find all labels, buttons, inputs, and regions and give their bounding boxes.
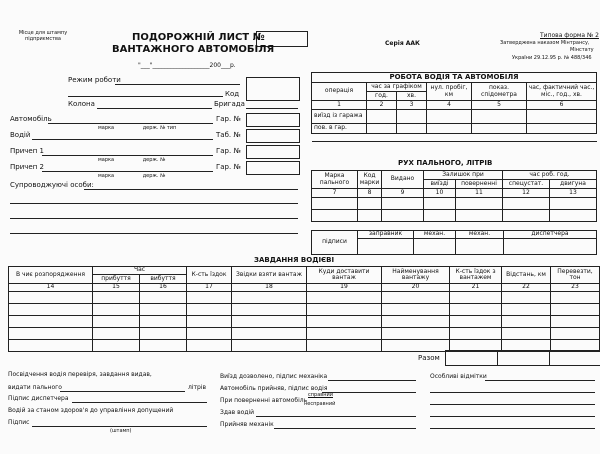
col-trips-cargo: К-сть їздок з вантажем xyxy=(450,267,502,284)
col-zero-run: нул. пробіг, км xyxy=(427,83,472,101)
notes-line-4[interactable] xyxy=(430,416,595,417)
cell[interactable] xyxy=(472,110,527,124)
work-table xyxy=(311,72,597,142)
cell[interactable] xyxy=(140,292,187,304)
num-8: 8 xyxy=(358,189,382,198)
col-actual: час, фактичний час., міс., год., хв. xyxy=(527,83,597,101)
num-6: 6 xyxy=(527,101,597,110)
cell[interactable] xyxy=(382,304,450,316)
cell[interactable] xyxy=(93,316,140,328)
col-operation: операція xyxy=(312,83,367,101)
table-row xyxy=(9,328,600,340)
cell[interactable] xyxy=(397,110,427,124)
code-line[interactable] xyxy=(68,96,223,97)
col-arrival: прибуття xyxy=(93,275,140,284)
num-2: 2 xyxy=(367,101,397,110)
cell[interactable] xyxy=(307,316,382,328)
cell[interactable] xyxy=(382,328,450,340)
notes-line-5[interactable] xyxy=(430,428,595,429)
num-5: 5 xyxy=(472,101,527,110)
cell[interactable] xyxy=(550,198,597,210)
footer-m2: Автомобіль прийняв, підпис водія xyxy=(220,385,328,392)
total-cell-b[interactable] xyxy=(497,350,550,366)
cell[interactable] xyxy=(9,304,93,316)
cell[interactable] xyxy=(472,124,527,134)
vehicle-sub: марка держ. № тип xyxy=(98,125,177,131)
garage-no-field[interactable] xyxy=(246,113,300,127)
signatures-label: підписи xyxy=(312,231,358,255)
col-trips: К-сть їздок xyxy=(187,267,232,284)
table-row xyxy=(9,316,600,328)
col-remain: Залишок при xyxy=(424,171,503,180)
footer-m3: При поверненні автомобіль xyxy=(220,397,308,404)
cell[interactable] xyxy=(307,328,382,340)
cell[interactable] xyxy=(414,239,456,255)
escort-line-4[interactable] xyxy=(10,233,298,234)
cell[interactable] xyxy=(9,316,93,328)
col-cargo: Найменування вантажу xyxy=(382,267,450,284)
escort-line-1[interactable] xyxy=(84,189,298,190)
tasks-title: ЗАВДАННЯ ВОДІЄВІ xyxy=(254,256,335,264)
form-subtitle: ВАНТАЖНОГО АВТОМОБІЛЯ xyxy=(112,44,275,55)
cell[interactable] xyxy=(232,292,307,304)
total-cell-a[interactable] xyxy=(445,350,498,366)
footer-l3: Підпис диспетчера xyxy=(8,395,69,402)
cell[interactable] xyxy=(503,198,550,210)
driver-line[interactable] xyxy=(32,139,213,140)
cell[interactable] xyxy=(503,210,550,222)
col-code: Код марки xyxy=(358,171,382,189)
cell[interactable] xyxy=(424,210,456,222)
trailer1-garage-label: Гар. № xyxy=(216,147,241,155)
form-title: ПОДОРОЖНІЙ ЛИСТ № xyxy=(132,32,265,43)
trailer1-garage-field[interactable] xyxy=(246,145,300,159)
cell[interactable] xyxy=(232,304,307,316)
brigade-line[interactable] xyxy=(246,108,298,109)
escort-line-3[interactable] xyxy=(10,218,298,219)
cell[interactable] xyxy=(450,328,502,340)
cell[interactable] xyxy=(232,340,307,352)
series: Серія ААК xyxy=(385,40,420,47)
total-label: Разом xyxy=(418,354,440,362)
col-min: хв. xyxy=(397,92,427,101)
spacer xyxy=(312,134,597,142)
notes-line-1[interactable] xyxy=(485,380,595,381)
col-transport: Перевезти, тон xyxy=(551,267,600,284)
col-departure: виїзді xyxy=(424,180,456,189)
cell[interactable] xyxy=(502,316,551,328)
escort-label: Супроводжуючі особи: xyxy=(10,181,94,189)
col-hours: год. xyxy=(367,92,397,101)
cell[interactable] xyxy=(550,210,597,222)
cell[interactable] xyxy=(551,316,600,328)
approved-line-2: Мінстату xyxy=(570,47,594,53)
cell[interactable] xyxy=(551,304,600,316)
trailer2-line[interactable] xyxy=(42,171,213,172)
sig-dispatcher: диспетчера xyxy=(504,231,597,239)
notes-line-3[interactable] xyxy=(430,404,595,405)
col-schedule: час за графіком xyxy=(367,83,427,92)
cell[interactable] xyxy=(358,239,414,255)
tasks-table xyxy=(8,266,600,352)
cell[interactable] xyxy=(93,328,140,340)
footer-l2: видати пального xyxy=(8,384,62,391)
footer-l1: Посвідчення водія перевіря, завдання видав, xyxy=(8,371,152,378)
cell[interactable] xyxy=(93,292,140,304)
num-11: 11 xyxy=(456,189,503,198)
col-brand: Марка пального xyxy=(312,171,358,189)
cell[interactable] xyxy=(312,210,358,222)
cell[interactable] xyxy=(504,239,597,255)
col-engine: двигуна xyxy=(550,180,597,189)
footer-m3-ok[interactable]: справний xyxy=(308,392,333,398)
col-odometer: показ. спідометра xyxy=(472,83,527,101)
cell[interactable] xyxy=(9,340,93,352)
col-disposal: В чиє розпорядження xyxy=(9,267,93,284)
cell[interactable] xyxy=(140,328,187,340)
footer-r1: Особливі відмітки xyxy=(430,373,487,380)
accepted-sign-line[interactable] xyxy=(274,428,416,429)
driver-sign-line[interactable] xyxy=(322,392,416,393)
cell[interactable] xyxy=(367,110,397,124)
cell[interactable] xyxy=(358,210,382,222)
cell[interactable] xyxy=(187,340,232,352)
cell[interactable] xyxy=(382,210,424,222)
cell[interactable] xyxy=(456,239,504,255)
num-17: 17 xyxy=(187,284,232,292)
cell[interactable] xyxy=(140,316,187,328)
num-23: 23 xyxy=(551,284,600,292)
footer-m4: Здав водій xyxy=(220,409,255,416)
code-label: Код xyxy=(225,90,240,98)
num-4: 4 xyxy=(427,101,472,110)
cell[interactable] xyxy=(187,328,232,340)
sig-mechanic-2: механ. xyxy=(456,231,504,239)
cell[interactable] xyxy=(382,198,424,210)
sig-refueler: заправник xyxy=(358,231,414,239)
dispatcher-sign-line[interactable] xyxy=(72,402,207,403)
handed-sign-line[interactable] xyxy=(256,416,416,417)
trailer1-line[interactable] xyxy=(42,155,213,156)
cell[interactable] xyxy=(232,328,307,340)
vehicle-line[interactable] xyxy=(48,123,213,124)
cell[interactable] xyxy=(307,304,382,316)
cell[interactable] xyxy=(397,124,427,134)
col-return: поверненні xyxy=(456,180,503,189)
tab-no-label: Таб. № xyxy=(216,131,241,139)
cell[interactable] xyxy=(502,292,551,304)
num-10: 10 xyxy=(424,189,456,198)
cell[interactable] xyxy=(551,328,600,340)
doctor-sign-line[interactable] xyxy=(32,426,207,427)
table-row xyxy=(9,292,600,304)
cell[interactable] xyxy=(382,340,450,352)
col-to: Куди доставити вантаж xyxy=(307,267,382,284)
cell[interactable] xyxy=(427,110,472,124)
col-work-time: час роб. год. xyxy=(503,171,597,180)
cell[interactable] xyxy=(140,304,187,316)
approved-line-1: Затверджена наказом Мінтрансу, xyxy=(500,40,590,46)
cell[interactable] xyxy=(450,292,502,304)
col-departure: вибуття xyxy=(140,275,187,284)
cell[interactable] xyxy=(527,110,597,124)
cell[interactable] xyxy=(502,328,551,340)
work-mode-label: Режим роботи xyxy=(68,76,121,84)
tab-no-field[interactable] xyxy=(246,129,300,143)
cell[interactable] xyxy=(424,198,456,210)
row-return: пов. в гар. xyxy=(312,124,367,134)
num-16: 16 xyxy=(140,284,187,292)
num-12: 12 xyxy=(503,189,550,198)
cell[interactable] xyxy=(551,292,600,304)
cell[interactable] xyxy=(382,292,450,304)
cell[interactable] xyxy=(456,198,503,210)
num-15: 15 xyxy=(93,284,140,292)
trailer1-sub: марка держ. № xyxy=(98,157,166,163)
mechanic-sign-line[interactable] xyxy=(328,380,416,381)
table-row xyxy=(9,304,600,316)
trailer1-label: Причеп 1 xyxy=(10,147,44,155)
trailer2-garage-label: Гар. № xyxy=(216,163,241,171)
col-issued: Видано xyxy=(382,171,424,189)
garage-no-label: Гар. № xyxy=(216,115,241,123)
footer-l4: Водій за станом здоров'я до управління допущений xyxy=(8,407,174,414)
cell[interactable] xyxy=(450,316,502,328)
num-18: 18 xyxy=(232,284,307,292)
fuel-signatures xyxy=(311,230,597,255)
date-line[interactable]: "___"___________________200___р. xyxy=(138,62,236,69)
cell[interactable] xyxy=(93,340,140,352)
col-time: Час xyxy=(93,267,187,275)
footer-l2-unit: літрів xyxy=(188,384,207,391)
cell[interactable] xyxy=(358,198,382,210)
footer-m1: Виїзд дозволено, підпис механіка xyxy=(220,373,328,380)
trailer2-sub: марка держ. № xyxy=(98,173,166,179)
cell[interactable] xyxy=(427,124,472,134)
brigade-label: Бригада xyxy=(214,100,245,108)
escort-line-2[interactable] xyxy=(10,203,298,204)
column-label: Колона xyxy=(68,100,95,108)
work-mode-line[interactable] xyxy=(115,84,240,85)
num-7: 7 xyxy=(312,189,358,198)
cell[interactable] xyxy=(187,316,232,328)
stamp-place: Місце для штампу підприємства xyxy=(18,30,68,42)
cell[interactable] xyxy=(382,316,450,328)
driver-label: Водій xyxy=(10,131,31,139)
cell[interactable] xyxy=(140,340,187,352)
cell[interactable] xyxy=(187,292,232,304)
vehicle-label: Автомобіль xyxy=(10,115,52,123)
cell[interactable] xyxy=(9,292,93,304)
fuel-amount-line[interactable] xyxy=(60,391,185,392)
footer-l5: Підпис xyxy=(8,419,30,426)
footer-l5-sub: (штамп) xyxy=(110,428,132,434)
col-from: Звідки взяти вантаж xyxy=(232,267,307,284)
approved-line-3: України 29.12.95 р. № 488/346 xyxy=(512,55,592,61)
cell[interactable] xyxy=(527,124,597,134)
column-line[interactable] xyxy=(97,108,212,109)
num-13: 13 xyxy=(550,189,597,198)
num-19: 19 xyxy=(307,284,382,292)
cell[interactable] xyxy=(93,304,140,316)
trailer2-garage-field[interactable] xyxy=(246,161,300,175)
num-3: 3 xyxy=(397,101,427,110)
footer-m5: Прийняв механік xyxy=(220,421,274,428)
notes-line-2[interactable] xyxy=(430,392,595,393)
num-21: 21 xyxy=(450,284,502,292)
cell[interactable] xyxy=(232,316,307,328)
form-type: Типова форма № 2 xyxy=(540,32,599,39)
cell[interactable] xyxy=(312,198,358,210)
cell[interactable] xyxy=(502,304,551,316)
cell[interactable] xyxy=(187,304,232,316)
cell[interactable] xyxy=(9,328,93,340)
work-table-title: РОБОТА ВОДІЯ ТА АВТОМОБІЛЯ xyxy=(312,73,597,83)
cell[interactable] xyxy=(367,124,397,134)
sig-mechanic: механ. xyxy=(414,231,456,239)
cell[interactable] xyxy=(456,210,503,222)
fuel-table xyxy=(311,170,597,222)
fuel-table-title: РУХ ПАЛЬНОГО, ЛІТРІВ xyxy=(398,159,493,167)
row-departure: виїзд із гаража xyxy=(312,110,367,124)
trailer2-label: Причеп 2 xyxy=(10,163,44,171)
num-20: 20 xyxy=(382,284,450,292)
num-9: 9 xyxy=(382,189,424,198)
col-distance: Відстань, км xyxy=(502,267,551,284)
cell[interactable] xyxy=(307,340,382,352)
footer-m3-bad[interactable]: несправний xyxy=(304,401,336,407)
cell[interactable] xyxy=(450,304,502,316)
num-1: 1 xyxy=(312,101,367,110)
col-special: спецустат. xyxy=(503,180,550,189)
num-14: 14 xyxy=(9,284,93,292)
num-22: 22 xyxy=(502,284,551,292)
stamp-box-right xyxy=(246,77,300,101)
cell[interactable] xyxy=(307,292,382,304)
